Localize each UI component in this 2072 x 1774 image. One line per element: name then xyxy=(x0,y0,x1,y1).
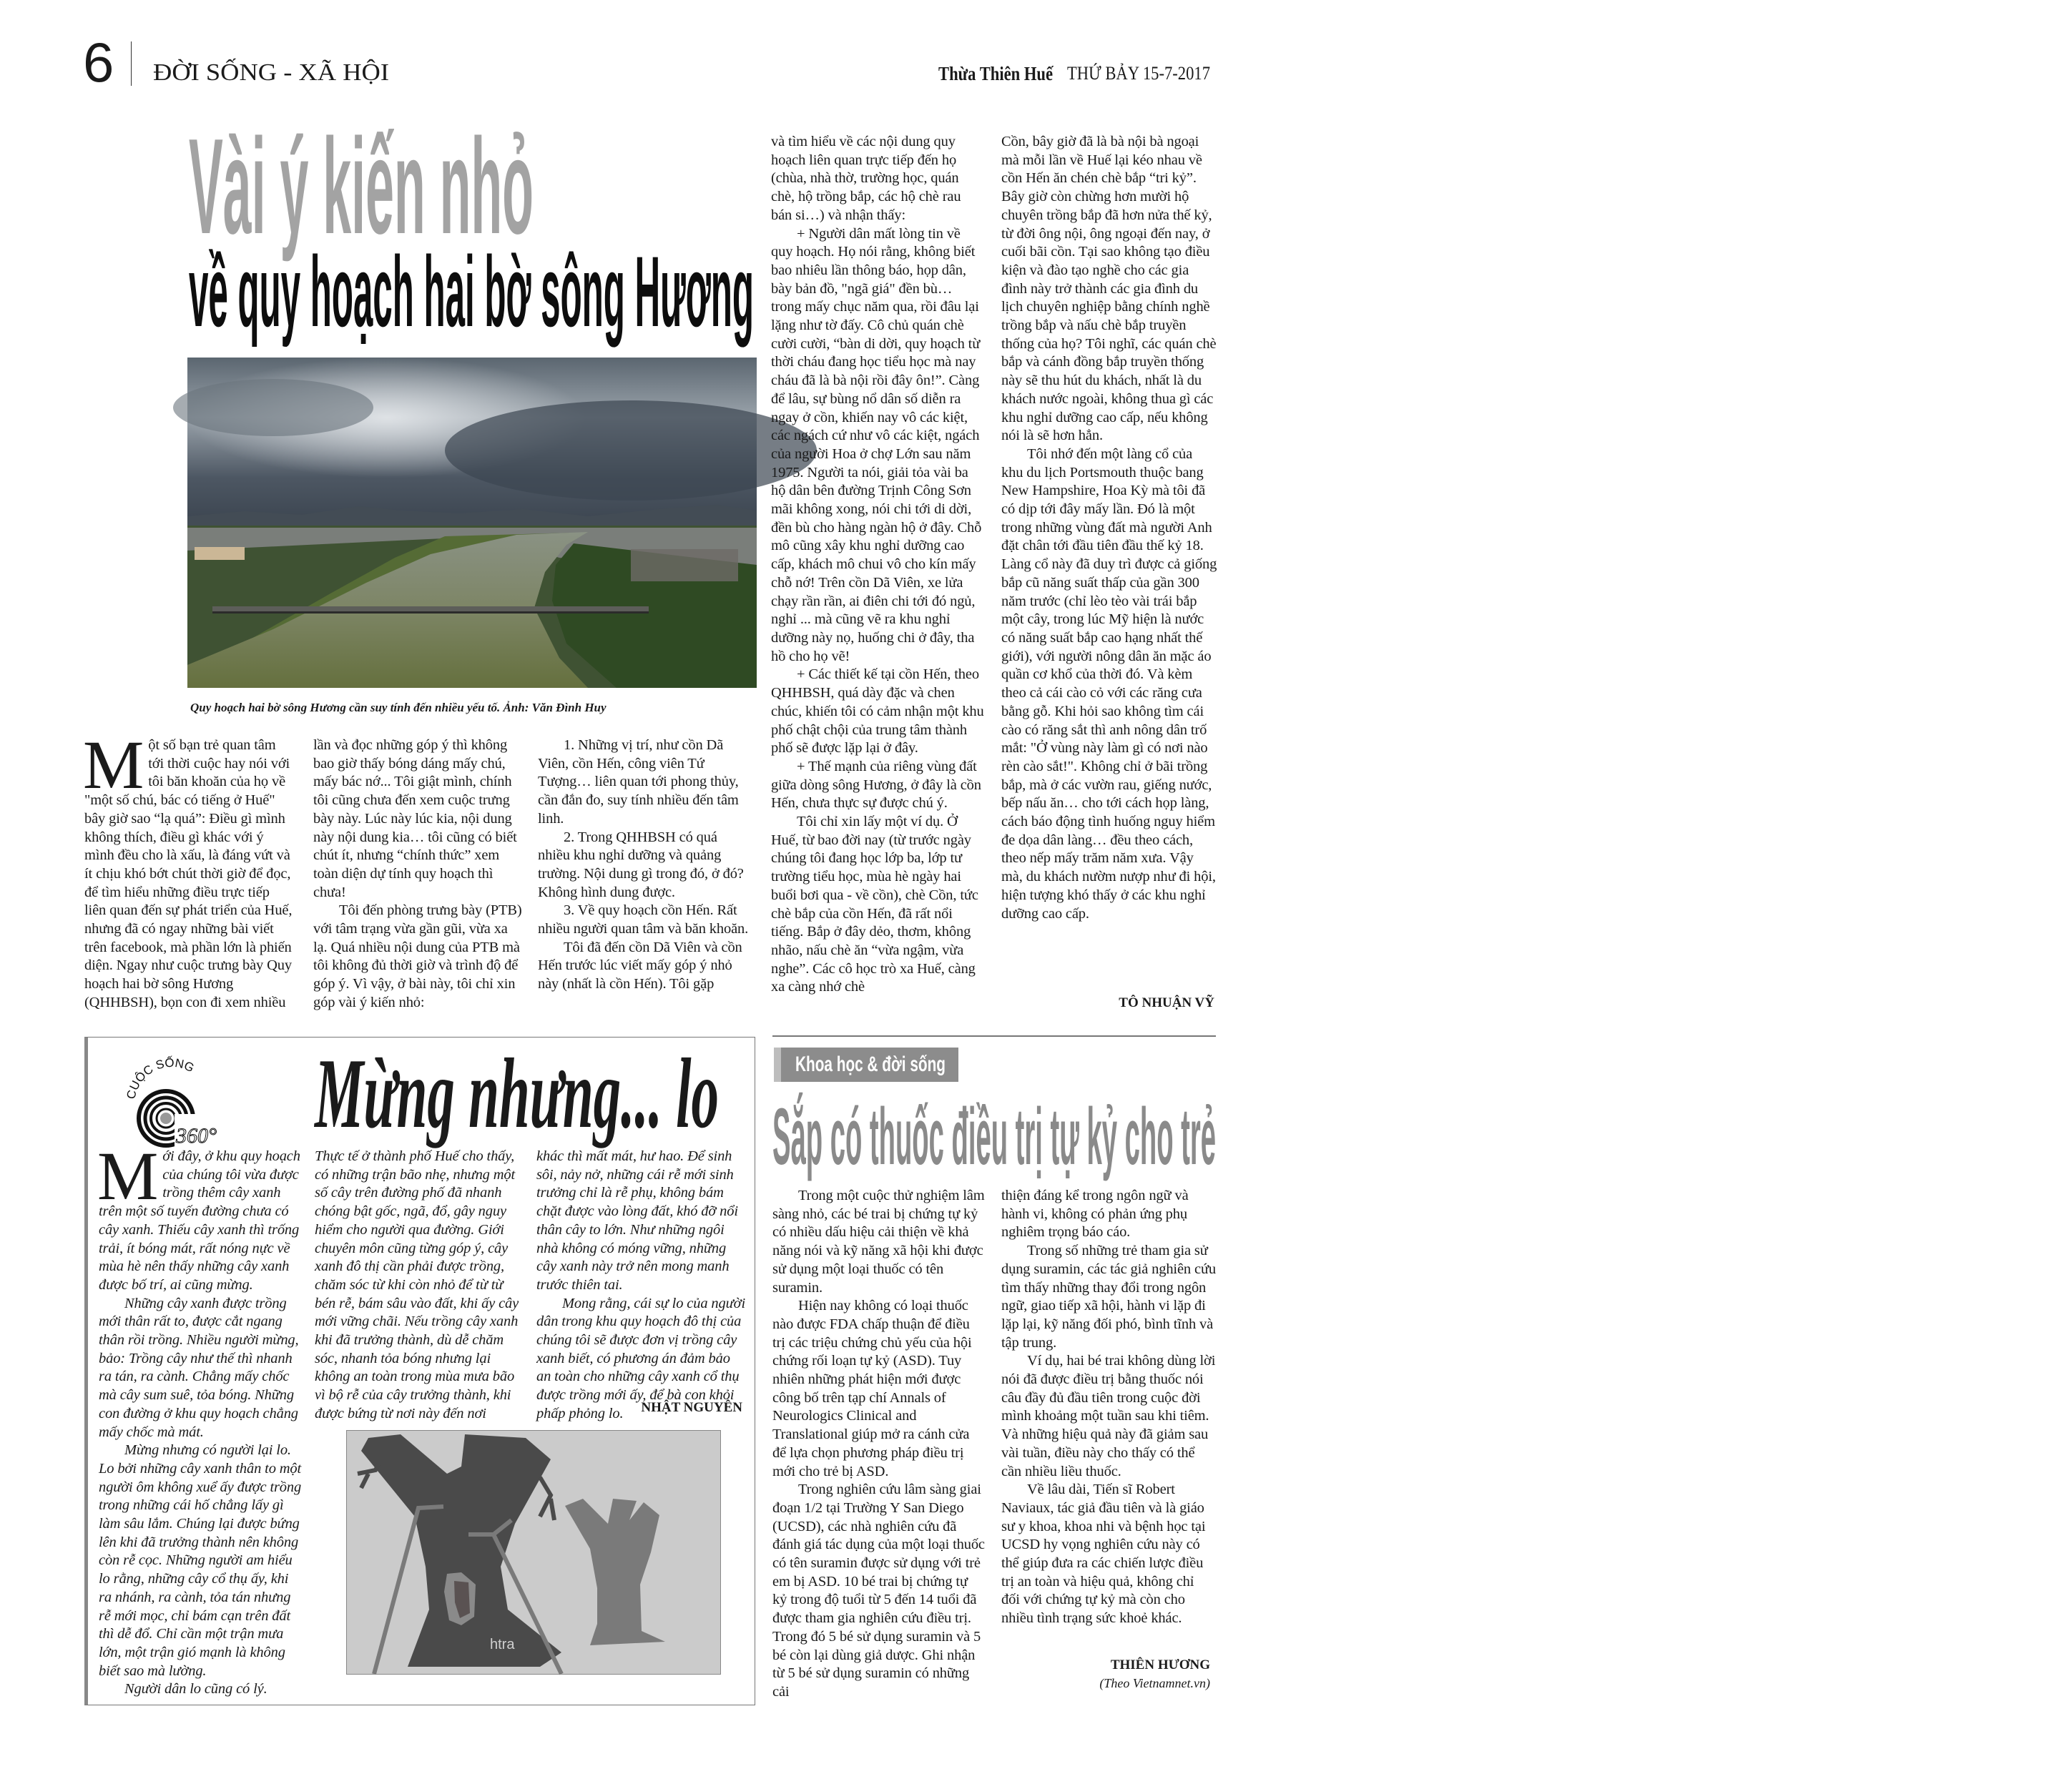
drop-cap: M xyxy=(83,726,144,803)
svg-text:360°: 360° xyxy=(176,1124,217,1148)
paragraph: Mừng nhưng có người lại lo. Lo bởi những cây xanh thân to một người ôm không xuể ấy được trồng trong những cái hố chẳng lấy gì làm sâu lắm. Chúng lại được bứng lên khi đã trưởng thành nên không còn rễ cọc. Những người am hiểu lo rằng, những cây cổ thụ ấy, khi ra nhánh, ra cành, tỏa tán nhưng rễ mới mọc, chỉ bám cạn trên đất thì dễ đổ. Chỉ cần một trận mưa lớn, một trận gió mạnh là không biết sao mà lường. xyxy=(99,1442,302,1679)
paragraph: ột số bạn trẻ quan tâm tới thời cuộc hay nói với tôi băn khoăn của họ về "một số chú, bác có tiếng ở Huế" bây giờ sao “lạ quá”: Điều gì mình không thích, điều gì khác với ý mình đều cho là xấu, là đáng vứt và ít chịu khó bớt chút thời giờ để đọc, để tìm hiểu những điều trực tiếp liên quan đến sự phát triển của Huế, nhưng đã có ngay những bài viết trên facebook, mà phần lớn là phiến diện. Ngay như cuộc trưng bày Quy hoạch hai bờ sông Hương (QHHBSH), bọn con đi xem nhiều xyxy=(84,737,293,1010)
photo-caption: Quy hoạch hai bờ sông Hương cần suy tính đến nhiều yếu tố. Ảnh: Văn Đình Huy xyxy=(190,701,607,714)
section-title xyxy=(153,59,389,87)
paragraph: khác thì mất mát, hư hao. Để sinh sôi, nảy nở, những cái rễ mới sinh trưởng chỉ là rễ phụ, không bám chặt được vào lòng đất, khó đỡ nổi thân cây to lớn. Như những ngôi nhà không có móng vững, những cây xanh này trở nên mong manh trước thiên tai. xyxy=(536,1148,738,1293)
paragraph: và tìm hiểu về các nội dung quy hoạch liên quan trực tiếp đến họ (chùa, nhà thờ, trường học, quán chè, hộ trồng bắp, các hộ chè rau bán si…) và nhận thấy: xyxy=(771,134,961,223)
paragraph: Tôi chỉ xin lấy một ví dụ. Ở Huế, từ bao đời nay (từ trước ngày chúng tôi đang học lớp ba, lớp tư trường tiểu học, mùa hè ngày hai buổi bơi qua - về cồn), chè Cồn, tức chè bắp của cồn Hến, đã rất nổi tiếng. Bắp ở đây dẻo, thơm, không nhão, nấu chè ăn “vừa ngậm, vừa nghe”. Các cô học trò xa Huế, càng xa càng nhớ chè xyxy=(771,814,978,995)
paragraph: Tôi nhớ đến một làng cổ của khu du lịch Portsmouth thuộc bang New Hampshire, Hoa Kỳ mà tôi đã có dịp tới đây mấy lần. Đó là một trong những vùng đất mà người Anh đặt chân tới đầu tiên đầu thế kỷ 18. Làng cổ này đã duy trì được cả giống bắp cũ năng suất thấp của gần 300 năm trước (chỉ lèo tèo vài trái bắp một cây, trong lúc Mỹ hiện là nước có năng suất bắp cao hạng nhất thế giới), với người nông dân ăn mặc áo quần cơ khổ của thời đó. Và kèm theo cả cái cào cỏ với các răng cưa bằng gỗ. Khi hỏi sao không tìm cái cào có răng sắt thì anh nông dân trố mắt: "Ở vùng này làm gì có nơi nào rèn cào sắt!". Không chỉ ở bãi trồng bắp, mà ở các vườn rau, giếng nước, bếp nấu ăn… cho tới cách họp làng, cách báo động tình huống nguy hiểm đe dọa dân làng… đều theo cách, theo nếp mấy trăm năm xưa. Vậy mà, du khách nườm nượp như đi hội, hiện tượng khó thấy ở các khu nghỉ dưỡng cao cấp. xyxy=(1001,445,1217,922)
river-photo xyxy=(187,358,757,688)
article3-byline: THIÊN HƯƠNG xyxy=(1110,1657,1210,1672)
paragraph: + Các thiết kế tại cồn Hến, theo QHHBSH, quá dày đặc và chen chúc, khiến tôi có cảm nhận một khu phố chật chội của trung tâm thành phố sẽ được lặp lại ở đây. xyxy=(771,666,984,757)
paragraph: 2. Trong QHHBSH có quá nhiều khu nghỉ dưỡng và quảng trường. Nội dung gì trong đó, ở đó? Không hình dung được. xyxy=(538,829,744,900)
uprooted-trees-illustration xyxy=(347,1431,720,1674)
article2-byline: NHẬT NGUYÊN xyxy=(641,1400,742,1415)
article3-source: (Theo Vietnamnet.vn) xyxy=(1099,1676,1210,1690)
article1-column-4 xyxy=(771,133,984,1015)
article2-column-2 xyxy=(315,1148,524,1426)
issue-date-text: THỨ BẢY 15-7-2017 xyxy=(1067,63,1210,84)
paragraph: Mong rằng, cái sự lo của người dân trong khu quy hoạch đô thị của chúng tôi sẽ được đơn vị trồng cây xanh biết, có phương án đảm bảo an toàn cho những cây xanh cổ thụ được trồng mới ấy, để bà con khỏi phấp phỏng lo. xyxy=(536,1295,745,1421)
paragraph: Về lâu dài, Tiến sĩ Robert Naviaux, tác giả đầu tiên và là giáo sư y khoa, khoa nhi và bệnh học tại UCSD hy vọng nghiên cứu này có thể giúp đưa ra các chiến lược điều trị an toàn và hiệu quả, không chỉ đối với chứng tự kỷ mà còn cho nhiều tình trạng sức khoẻ khác. xyxy=(1001,1482,1206,1627)
article2-title: Mừng nhưng... lo xyxy=(315,1038,719,1149)
page-number: 6 xyxy=(83,31,114,94)
paragraph: Trong số những trẻ tham gia sử dụng suramin, các tác giả nghiên cứu tìm thấy những thay đổi trong ngôn ngữ, giao tiếp xã hội, hành vi lặp đi lặp lại, kỹ năng đối phó, bình tĩnh và tập trung. xyxy=(1001,1243,1217,1351)
paragraph: Tôi đã đến cồn Dã Viên và cồn Hến trước lúc viết mấy góp ý nhỏ này (nhất là cồn Hến). Tôi gặp xyxy=(538,939,742,992)
article-title-line1: Vài ý kiến nhỏ xyxy=(189,111,534,262)
paragraph: Tôi đến phòng trưng bày (PTB) với tâm trạng vừa gần gũi, vừa xa lạ. Quá nhiều nội dung của PTB mà tôi không đủ thời giờ và trình độ để góp ý. Vì vậy, ở bài này, tôi chỉ xin góp vài ý kiến nhỏ: xyxy=(313,902,522,1010)
paragraph: 1. Những vị trí, như cồn Dã Viên, cồn Hến, công viên Tứ Tượng… liên quan tới phong thủy, cần đắn đo, suy tính nhiều đến tâm linh. xyxy=(538,737,739,827)
article2-column-1 xyxy=(97,1138,302,1697)
article1-column-3 xyxy=(538,736,752,1015)
article1-column-1 xyxy=(83,726,293,1015)
section-title-text: ĐỜI SỐNG - XÃ HỘI xyxy=(153,59,389,86)
science-section-label: Khoa học & đời sống xyxy=(774,1048,958,1082)
svg-text:CUỘC SỐNG: CUỘC SỐNG xyxy=(124,1055,197,1100)
article-title-line2: về quy hoạch hai bờ sông Hương xyxy=(189,235,754,348)
article1-column-2 xyxy=(313,736,522,1015)
masthead-text: Thừa Thiên Huế xyxy=(938,63,1053,84)
paragraph: thiện đáng kể trong ngôn ngữ và hành vi, không có phản ứng phụ nghiêm trọng báo cáo. xyxy=(1001,1188,1189,1241)
article3-title: Sắp có thuốc điều trị tự kỷ cho trẻ xyxy=(772,1092,1216,1181)
paragraph: + Người dân mất lòng tin về quy hoạch. Họ nói rằng, không biết bao nhiêu lần thông báo, họp dân, bày bản đồ, "ngã giá" đền bù… trong mấy chục năm qua, rồi đâu lại lặng như tờ đấy. Cô chủ quán chè cười cười, “bàn di dời, quy hoạch từ thời cháu đang học tiểu học mà nay cháu đã là bà nội rồi đây ôn!”. Càng để lâu, sự bùng nổ dân số diễn ra ngay ở cồn, khiến nay vô các kiệt, các ngách cứ như vô các kiệt, ngách của người Hoa ở chợ Lớn sau năm 1975. Người ta nói, giải tỏa vài ba hộ dân bên đường Trịnh Công Sơn mãi không xong, nói chi tới di dời, đền bù cho hàng ngàn hộ ở đây. Chỗ mô cũng xây khu nghỉ dưỡng cao cấp, khách mô chui vô cho kín mấy chỗ nớ! Trên cồn Dã Viên, xe lửa chạy rần rần, ai điên chi tới đó ngủ, nghỉ ... mà cũng vẽ ra khu nghỉ dưỡng này nọ, huống chi ở đây, tha hồ cho họ vẽ! xyxy=(771,225,982,664)
paragraph: ới đây, ở khu quy hoạch của chúng tôi vừa được trồng thêm cây xanh trên một số tuyến đường chưa có cây xanh. Thiếu cây xanh thì trống trải, ít bóng mát, rất nóng nực về mùa hè nên thấy những cây xanh được bố trí, ai cũng mừng. xyxy=(99,1148,300,1293)
illustration-signature: htra xyxy=(490,1637,515,1652)
paragraph: Ví dụ, hai bé trai không dùng lời nói đã được điều trị bằng thuốc nói câu đầy đủ đầu tiên trong cuộc đời mình khoảng một tuần sau khi tiêm. Và những hiệu quả này đã giảm sau vài tuần, điều này cho thấy có thể cần nhiều liều thuốc. xyxy=(1001,1353,1216,1479)
paragraph: Thực tế ở thành phố Huế cho thấy, có những trận bão nhẹ, nhưng một số cây trên đường phố đã nhanh chóng bật gốc, ngã, đổ, gây nguy hiểm cho người qua đường. Giới chuyên môn cũng từng góp ý, cây xanh đô thị cần phải được trồng, chăm sóc từ khi còn nhỏ để từ từ bén rễ, bám sâu vào đất, khi ấy cây mới vững chãi. Nếu trồng cây xanh khi đã trưởng thành, dù dễ chăm sóc, nhanh tỏa bóng nhưng lại không an toàn trong mùa mưa bão vì bộ rễ của cây trưởng thành, khi được bứng từ nơi này đến nơi xyxy=(315,1148,519,1421)
paragraph: Cồn, bây giờ đã là bà nội bà ngoại mà mỗi lần về Huế lại kéo nhau về cồn Hến ăn chén chè bắp “tri kỷ”. Bây giờ còn chừng hơn mười hộ chuyên trồng bắp đã hơn nửa thế kỷ, từ đời ông nội, ông ngoại đến nay, ở cuối bãi cồn. Tại sao không tạo điều kiện và đào tạo nghề cho các gia đình này trở thành các gia đình du lịch chuyên nghiệp bằng chính nghề trồng bắp và nấu chè bắp truyền thống của họ? Tôi nghĩ, các quán chè bắp và cánh đồng bắp truyền thống này sẽ thu hút du khách, nhất là du khách nước ngoài, không thua gì các khu nghỉ dưỡng cao cấp, nếu không nói là sẽ hơn hẳn. xyxy=(1001,134,1217,444)
masthead xyxy=(938,61,1075,86)
paragraph: Trong nghiên cứu lâm sàng giai đoạn 1/2 tại Trường Y San Diego (UCSD), các nhà nghiên cứu đã đánh giá tác dụng của một loại thuốc có tên suramin được sử dụng với trẻ em bị ASD. 10 bé trai bị chứng tự kỷ trong độ tuổi từ 5 đến 14 tuổi đã được tham gia nghiên cứu điều trị. Trong đó 5 bé sử dụng suramin và 5 bé còn lại dùng giả dược. Ghi nhận từ 5 bé sử dụng suramin có những cải xyxy=(772,1482,985,1700)
paragraph: Người dân lo cũng có lý. xyxy=(124,1681,267,1697)
article1-byline: TÔ NHUẬN VỸ xyxy=(1119,995,1214,1010)
cuoc-song-360-logo xyxy=(122,1048,222,1148)
issue-date xyxy=(1067,61,1232,86)
section-divider xyxy=(772,1035,1216,1037)
perfume-river-aerial-image xyxy=(187,358,757,688)
paragraph: + Thế mạnh của riêng vùng đất giữa dòng sông Hương, ở đây là cồn Hến, chưa thực sự được chú ý. xyxy=(771,758,981,812)
paragraph: Những cây xanh được trồng mới thân rất to, được cắt ngang thân rồi trồng. Nhiều người mừng, bảo: Trồng cây như thế thì nhanh ra tán, ra cành. Chẳng mấy chốc mà cây sum suê, tỏa bóng. Những con đường ở khu quy hoạch chẳng mấy chốc mà mát. xyxy=(99,1295,299,1440)
paragraph: lần và đọc những góp ý thì không bao giờ thấy bóng dáng mấy chú, mấy bác nớ... Tôi giật mình, chính tôi cũng chưa đến xem cuộc trưng bày này. Lúc này lúc kia, nội dung này nội dung kia… tôi cũng có biết chút ít, nhưng “chính thức” xem toàn diện dự tính quy hoạch thì chưa! xyxy=(313,737,517,900)
header-divider xyxy=(131,41,132,86)
article3-column-1 xyxy=(772,1187,986,1702)
paragraph: Trong một cuộc thử nghiệm lâm sàng nhỏ, các bé trai bị chứng tự kỷ có nhiều dấu hiệu cải thiện về khả năng nói và kỹ năng xã hội khi được sử dụng một loại thuốc có tên suramin. xyxy=(772,1188,985,1296)
paragraph: Hiện nay không có loại thuốc nào được FDA chấp thuận để điều trị các triệu chứng chủ yếu của hội chứng rối loạn tự kỷ (ASD). Tuy nhiên những phát hiện mới được công bố trên tạp chí Annals of Neurologics Clinical and Translational giúp mở ra cánh cửa để lựa chọn phương pháp điều trị mới cho trẻ bị ASD. xyxy=(772,1298,972,1479)
drop-cap: M xyxy=(97,1138,159,1214)
cuoc-song-360-logo-icon xyxy=(122,1048,222,1148)
article3-column-2 xyxy=(1001,1187,1216,1645)
page-header xyxy=(0,0,1289,100)
trees-illustration xyxy=(346,1430,721,1675)
paragraph: 3. Về quy hoạch cồn Hến. Rất nhiều người quan tâm và băn khoăn. xyxy=(538,902,749,937)
article1-column-5 xyxy=(1001,133,1217,991)
